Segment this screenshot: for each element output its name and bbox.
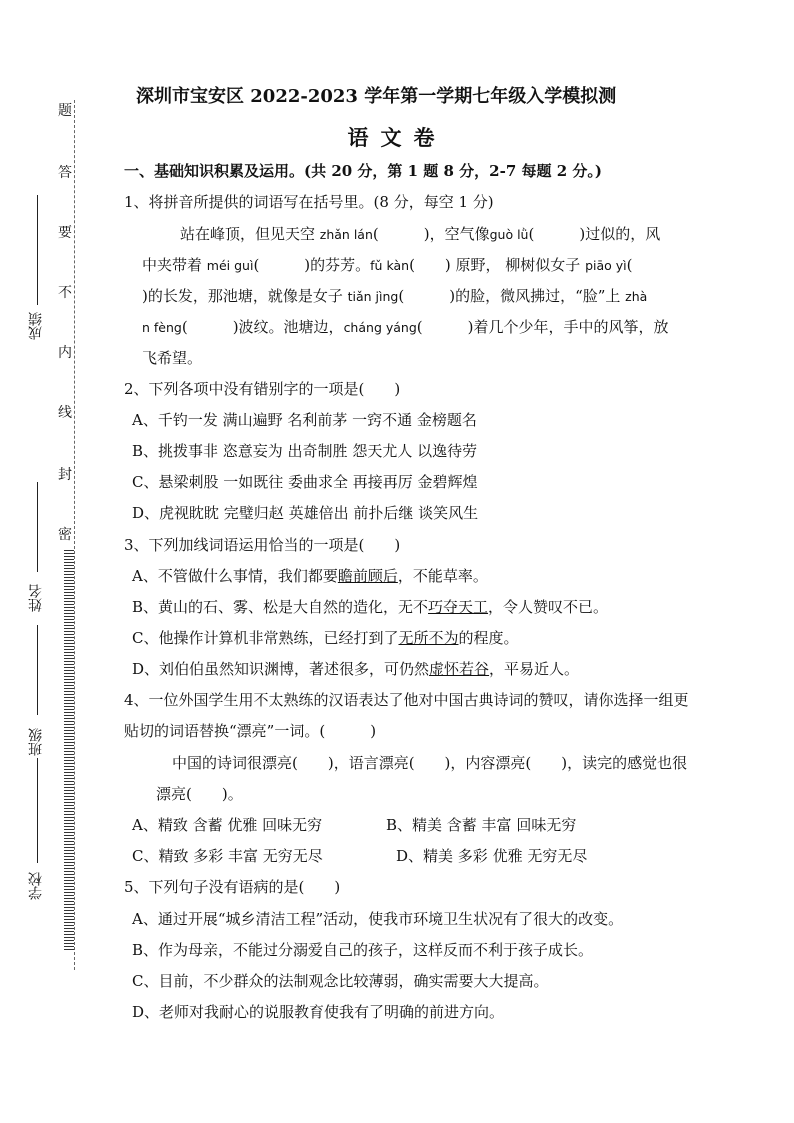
q1-line-2: 中夹带着 méi guì( )的芬芳。fǔ kàn( ) 原野， 柳树似女子 piāo yì( — [142, 256, 633, 274]
q5-option: C、目前，不少群众的法制观念比较薄弱，确实需要大大提高。 — [132, 972, 549, 990]
underlined-term: 无所不为 — [398, 629, 459, 647]
q1-stem: 1、将拼音所提供的词语写在括号里。(8 分，每空 1 分) — [124, 193, 494, 211]
seal-char: 要 — [58, 225, 72, 241]
q4-quote-2: 漂亮( )。 — [156, 785, 243, 803]
seal-char: 密 — [58, 527, 72, 543]
exam-subtitle: 语文卷 — [347, 125, 447, 150]
q4-option-b: B、精美 含蓄 丰富 回味无穷 — [386, 816, 577, 834]
school-line — [37, 758, 38, 863]
name-label: 姓名 — [28, 584, 44, 612]
q1-line-1: 站在峰顶，但见天空 zhǎn lán( )，空气像guò lǜ( )过似的，风 — [180, 225, 661, 243]
name-line — [37, 482, 38, 572]
q2-option: B、挑拨事非 恣意妄为 出奇制胜 怨天尤人 以逸待劳 — [132, 442, 478, 460]
q3-stem: 3、下列加线词语运用恰当的一项是( ) — [124, 536, 401, 554]
q2-option: C、悬梁刺股 一如既往 委曲求全 再接再厉 金碧辉煌 — [132, 473, 478, 491]
exam-title: 深圳市宝安区 2022-2023 学年第一学期七年级入学模拟测 — [136, 86, 617, 107]
seal-char: 封 — [58, 467, 72, 483]
q4-option-d: D、精美 多彩 优雅 无穷无尽 — [396, 847, 588, 865]
q4-quote-1: 中国的诗词很漂亮( )，语言漂亮( )，内容漂亮( )，读完的感觉也很 — [172, 754, 688, 772]
q5-option: A、通过开展“城乡清洁工程”活动，使我市环境卫生状况有了很大的改变。 — [132, 910, 624, 928]
seal-char: 答 — [58, 165, 72, 181]
seal-char: 内 — [58, 345, 72, 361]
score-label: 成绩 — [28, 312, 44, 340]
school-label: 学校 — [28, 872, 44, 900]
seal-char: 题 — [58, 103, 72, 119]
underlined-term: 瞻前顾后 — [337, 567, 398, 585]
q2-stem: 2、下列各项中没有错别字的一项是( ) — [124, 380, 401, 398]
q5-option: D、老师对我耐心的说服教育使我有了明确的前进方向。 — [132, 1003, 505, 1021]
q3-option-c: C、他操作计算机非常熟练，已经打到了无所不为的程度。 — [132, 629, 519, 647]
underlined-term: 巧夺天工 — [428, 598, 489, 616]
q4-option-c: C、精致 多彩 丰富 无穷无尽 — [132, 847, 323, 865]
q2-option: A、千钓一发 满山遍野 名利前茅 一窍不通 金榜题名 — [132, 411, 477, 429]
score-line — [37, 195, 38, 305]
q1-line-5: 飞希望。 — [142, 349, 203, 367]
q1-line-3: )的长发，那池塘，就像是女子 tiǎn jìng( )的脸，微风拂过，“脸”上 zhà — [142, 287, 648, 305]
q3-option-b: B、黄山的石、雾、松是大自然的造化，无不巧夺天工，令人赞叹不已。 — [132, 598, 609, 616]
q3-option-a: A、不管做什么事情，我们都要瞻前顾后，不能草率。 — [132, 567, 488, 585]
q4-stem-2: 贴切的词语替换“漂亮”一词。( ) — [124, 722, 377, 740]
seal-char: 不 — [58, 285, 72, 301]
class-label: 班级 — [28, 728, 44, 756]
class-line — [37, 625, 38, 715]
q4-stem-1: 4、一位外国学生用不太熟练的汉语表达了他对中国古典诗词的赞叹，请你选择一组更 — [124, 691, 689, 709]
q3-option-d: D、刘伯伯虽然知识渊博，著述很多，可仍然虚怀若谷，平易近人。 — [132, 660, 580, 678]
underlined-term: 虚怀若谷 — [429, 660, 490, 678]
q2-option: D、虎视眈眈 完璧归赵 英雄倍出 前扑后继 谈笑风生 — [132, 504, 479, 522]
q1-line-4: n fèng( )波纹。池塘边，cháng yáng( )着几个少年，手中的风筝，放 — [142, 318, 669, 336]
q4-option-a: A、精致 含蓄 优雅 回味无穷 — [132, 816, 323, 834]
q5-option: B、作为母亲，不能过分溺爱自己的孩子，这样反而不利于孩子成长。 — [132, 941, 594, 959]
section-heading: 一、基础知识积累及运用。(共 20 分，第 1 题 8 分，2-7 每题 2 分。) — [124, 162, 602, 180]
seal-char: 线 — [58, 405, 72, 421]
q5-stem: 5、下列句子没有语病的是( ) — [124, 878, 341, 896]
hatch-band — [64, 550, 74, 950]
seal-dashed-line — [74, 100, 75, 970]
